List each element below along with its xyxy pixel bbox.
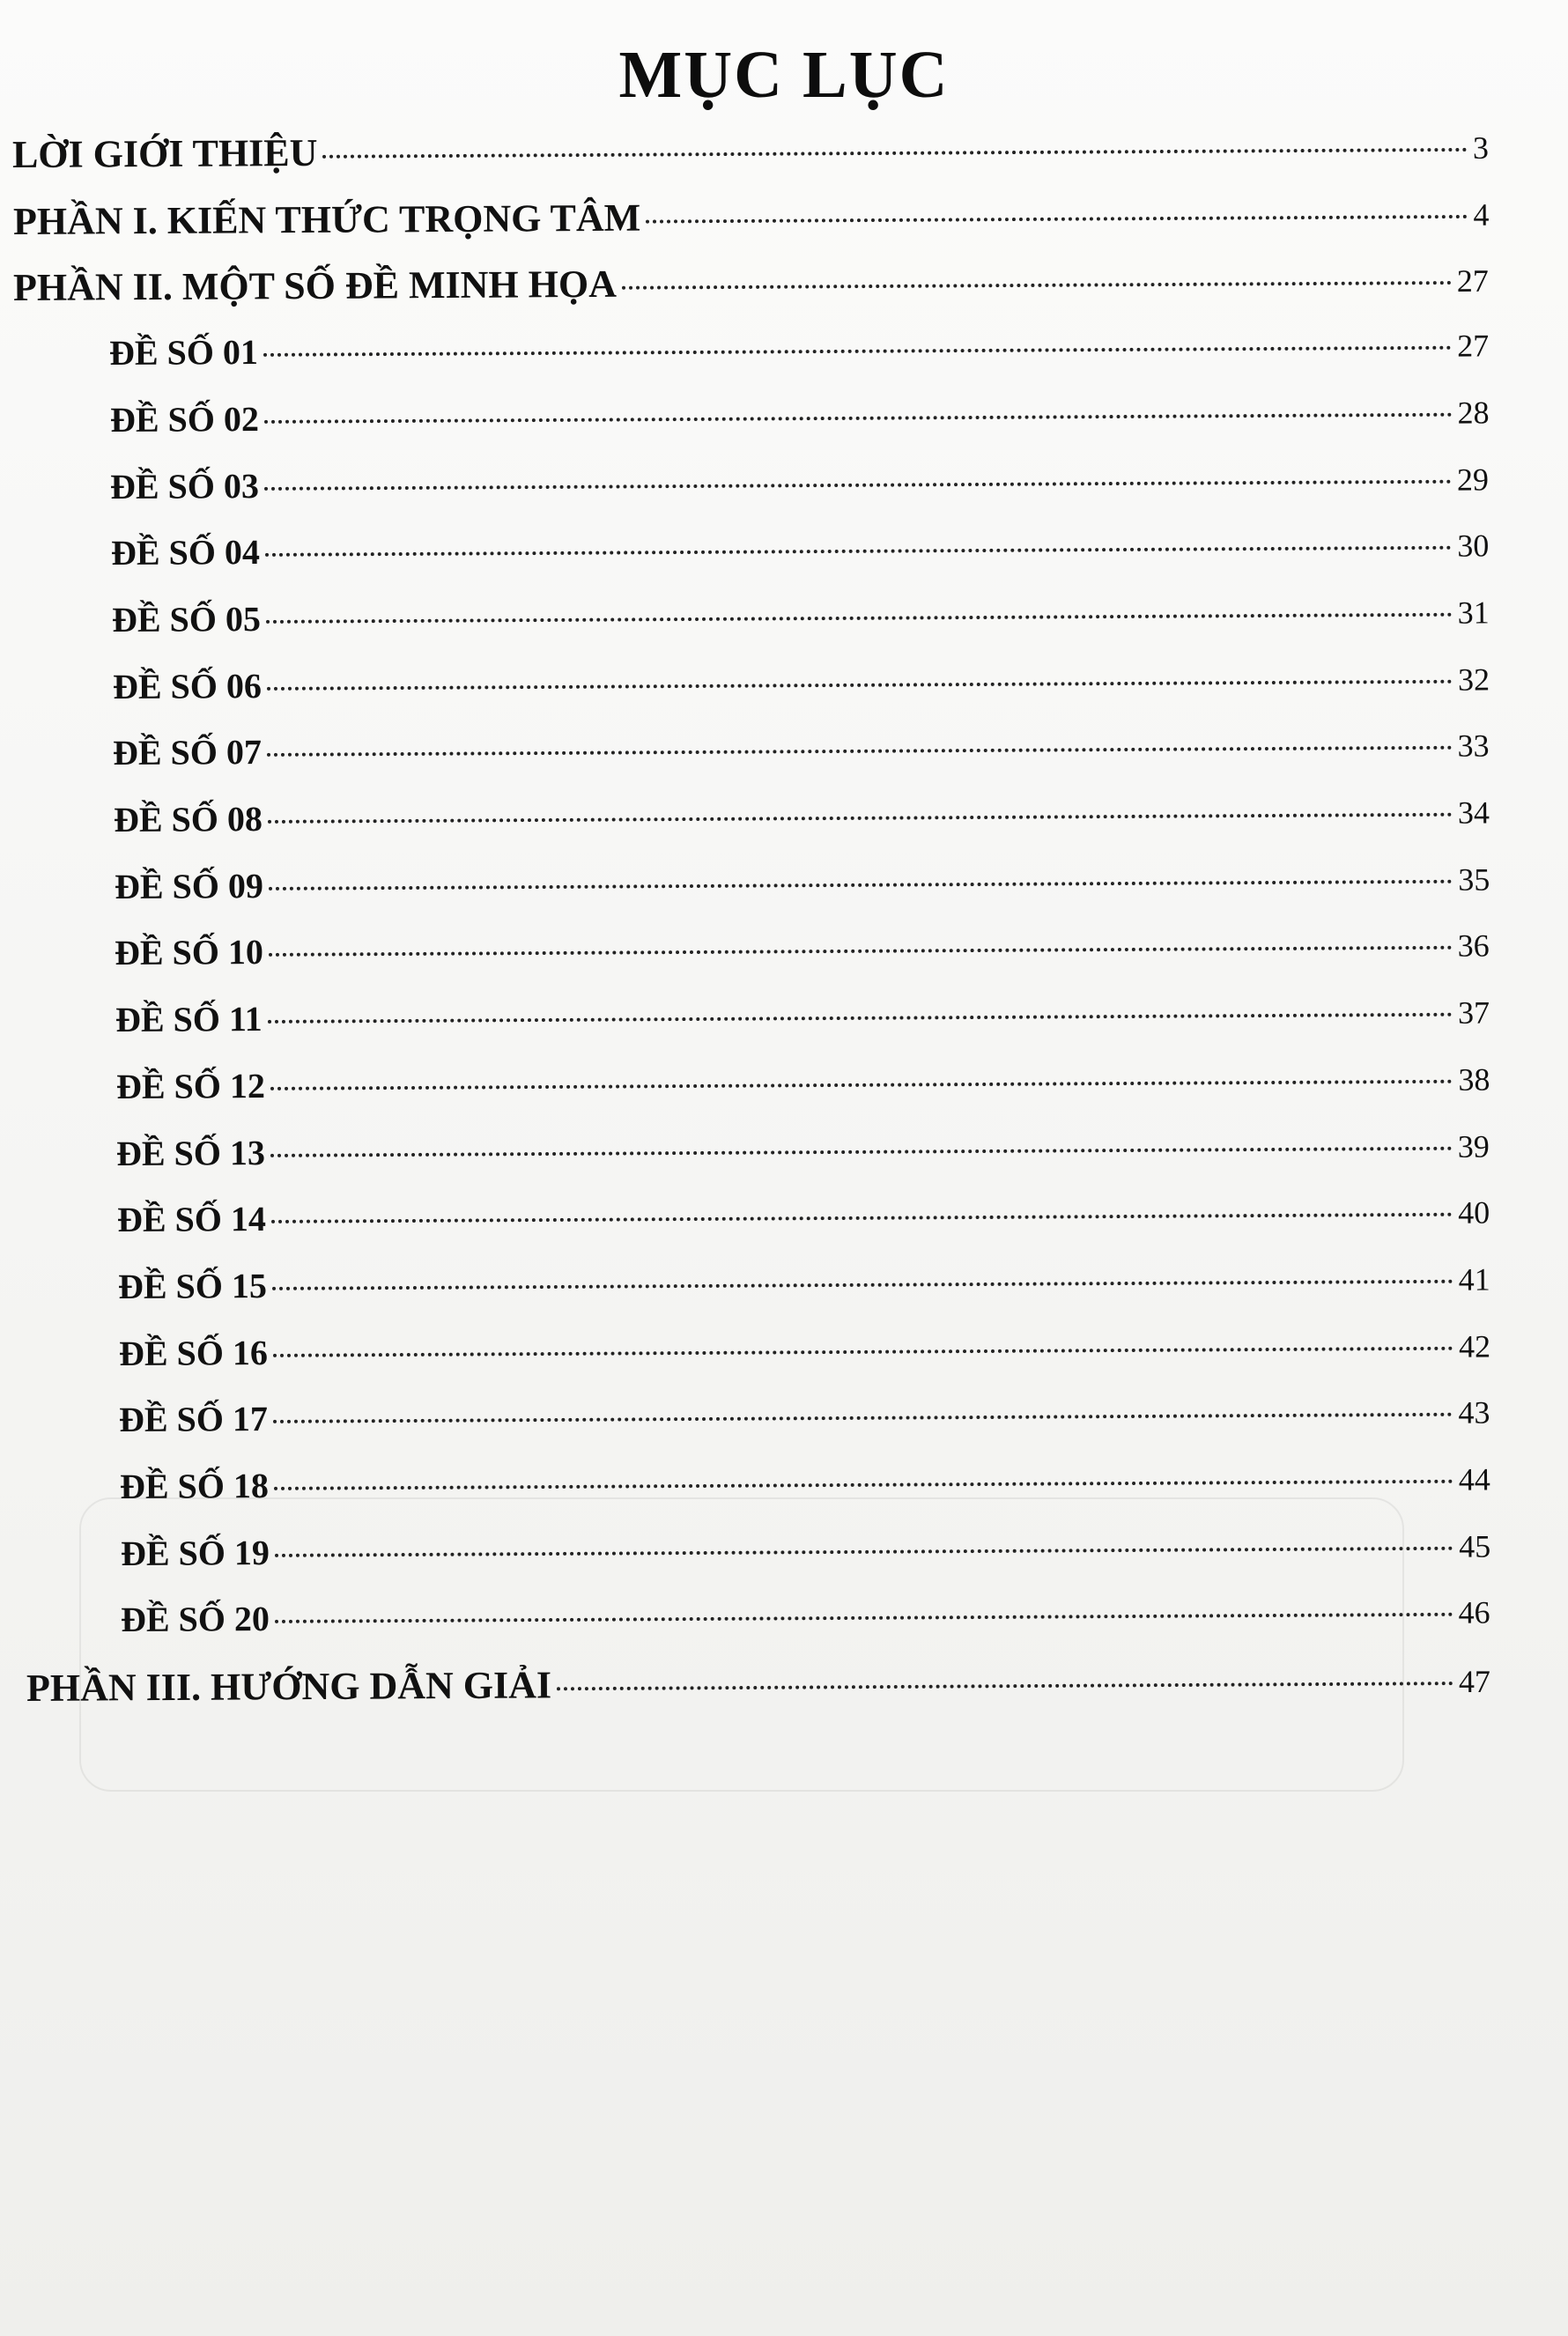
- dot-leader: [268, 813, 1453, 824]
- toc-entry-label: ĐỀ SỐ 03: [110, 465, 260, 506]
- toc-entry-label: ĐỀ SỐ 07: [113, 732, 263, 773]
- toc-entry-label: ĐỀ SỐ 18: [119, 1465, 269, 1506]
- toc-page-number: 32: [1457, 662, 1490, 698]
- toc-page-number: 43: [1458, 1394, 1490, 1431]
- dot-leader: [264, 479, 1452, 490]
- toc-exam-entry: [118, 1324, 1490, 1374]
- toc-entry-label: ĐỀ SỐ 13: [116, 1132, 266, 1173]
- dot-leader: [267, 679, 1453, 690]
- toc-entry-label: LỜI GIỚI THIỆU: [11, 130, 318, 176]
- toc-page-number: 35: [1457, 861, 1490, 898]
- toc-entry-label: ĐỀ SỐ 06: [112, 665, 262, 706]
- toc-exam-entry: [119, 1391, 1490, 1441]
- toc-entry-label: ĐỀ SỐ 20: [121, 1599, 270, 1640]
- toc-page-number: 39: [1458, 1127, 1490, 1164]
- toc-page-number: 27: [1457, 328, 1490, 364]
- toc-exam-entry: [111, 524, 1490, 574]
- toc-exam-entry: [110, 390, 1490, 440]
- toc-entry-label: ĐỀ SỐ 19: [120, 1532, 270, 1573]
- toc-exam-entry: [115, 991, 1490, 1041]
- toc-exam-entry: [117, 1191, 1490, 1241]
- toc-entry-label: ĐỀ SỐ 17: [119, 1399, 269, 1440]
- toc-exam-entry: [109, 324, 1489, 374]
- dot-leader: [269, 946, 1453, 957]
- dot-leader: [275, 1546, 1453, 1556]
- toc-page-number: 33: [1457, 728, 1490, 764]
- dot-leader: [263, 346, 1452, 357]
- dot-leader: [266, 613, 1453, 624]
- toc-page-number: 36: [1457, 928, 1490, 965]
- toc-entry-label: ĐỀ SỐ 10: [115, 932, 264, 973]
- toc-entry-label: ĐỀ SỐ 08: [113, 798, 263, 839]
- dot-leader: [275, 1613, 1453, 1623]
- dot-leader: [322, 148, 1468, 159]
- dot-leader: [646, 215, 1468, 224]
- toc-entry-label: PHẦN I. KIẾN THỨC TRỌNG TÂM: [12, 196, 641, 243]
- dot-leader: [264, 412, 1453, 423]
- toc-exam-entry: [121, 1591, 1490, 1640]
- toc-entry-label: ĐỀ SỐ 02: [109, 398, 259, 440]
- dot-leader: [268, 1013, 1453, 1024]
- dot-leader: [272, 1346, 1453, 1357]
- toc-exam-entry: [120, 1524, 1490, 1573]
- toc-exam-entry: [118, 1257, 1490, 1307]
- toc-entry-label: ĐỀ SỐ 01: [108, 332, 259, 373]
- toc-entry-label: ĐỀ SỐ 11: [115, 999, 263, 1040]
- toc-page-number: 27: [1457, 263, 1490, 299]
- toc-page-number: 4: [1472, 196, 1490, 233]
- toc-exam-entry: [114, 857, 1490, 907]
- toc-exam-entry: [116, 1124, 1490, 1174]
- dot-leader: [273, 1413, 1453, 1423]
- toc-entry-label: ĐỀ SỐ 04: [111, 532, 261, 573]
- toc-exam-entry: [113, 724, 1490, 774]
- toc-page-number: 29: [1457, 461, 1490, 498]
- toc-entry-label: ĐỀ SỐ 14: [116, 1199, 267, 1240]
- dot-leader: [269, 879, 1453, 890]
- dot-leader: [271, 1213, 1453, 1223]
- toc-page-number: 31: [1457, 595, 1490, 631]
- toc-section-entry: [26, 1657, 1490, 1711]
- page-title: MỤC LỤC: [618, 38, 950, 112]
- toc-page-number: 44: [1458, 1461, 1490, 1497]
- dot-leader: [272, 1280, 1453, 1290]
- toc-page-number: 37: [1457, 994, 1490, 1031]
- toc-page-number: 42: [1458, 1328, 1490, 1364]
- toc-exam-entry: [110, 457, 1489, 507]
- toc-page-number: 47: [1458, 1663, 1491, 1700]
- toc-page-number: 28: [1457, 395, 1490, 431]
- toc-entry-label: ĐỀ SỐ 16: [118, 1332, 268, 1373]
- toc-entry-label: ĐỀ SỐ 09: [114, 865, 263, 906]
- dot-leader: [622, 281, 1452, 290]
- toc-exam-entry: [120, 1457, 1490, 1507]
- toc-section-entry: [13, 189, 1490, 243]
- toc-entry-label: PHẦN II. MỘT SỐ ĐỀ MINH HỌA: [13, 262, 618, 310]
- toc-page-number: 41: [1458, 1261, 1490, 1297]
- dot-leader: [265, 546, 1452, 557]
- toc-page-number: 3: [1472, 129, 1490, 166]
- toc-exam-entry: [112, 657, 1489, 707]
- toc-exam-entry: [116, 1057, 1490, 1107]
- toc-page-number: 34: [1457, 795, 1490, 831]
- toc-entry-label: PHẦN III. HƯỚNG DẪN GIẢI: [26, 1663, 552, 1711]
- toc-page-number: 45: [1458, 1528, 1490, 1564]
- toc-exam-entry: [115, 924, 1490, 974]
- toc-page-number: 46: [1458, 1594, 1490, 1631]
- toc-entry-label: ĐỀ SỐ 15: [117, 1265, 267, 1306]
- dot-leader: [274, 1480, 1453, 1490]
- toc-exam-entry: [114, 790, 1490, 840]
- toc-page-number: 40: [1458, 1194, 1490, 1231]
- toc-page-number: 38: [1458, 1061, 1490, 1098]
- dot-leader: [267, 746, 1453, 757]
- toc-page-number: 30: [1457, 528, 1490, 564]
- toc-exam-entry: [112, 590, 1490, 640]
- dot-leader: [270, 1080, 1453, 1090]
- toc-section-entry: [12, 123, 1489, 177]
- dot-leader: [557, 1682, 1453, 1690]
- toc-entry-label: ĐỀ SỐ 05: [111, 598, 261, 639]
- toc-entry-label: ĐỀ SỐ 12: [115, 1065, 265, 1106]
- toc-section-entry: [13, 256, 1489, 310]
- dot-leader: [270, 1146, 1453, 1157]
